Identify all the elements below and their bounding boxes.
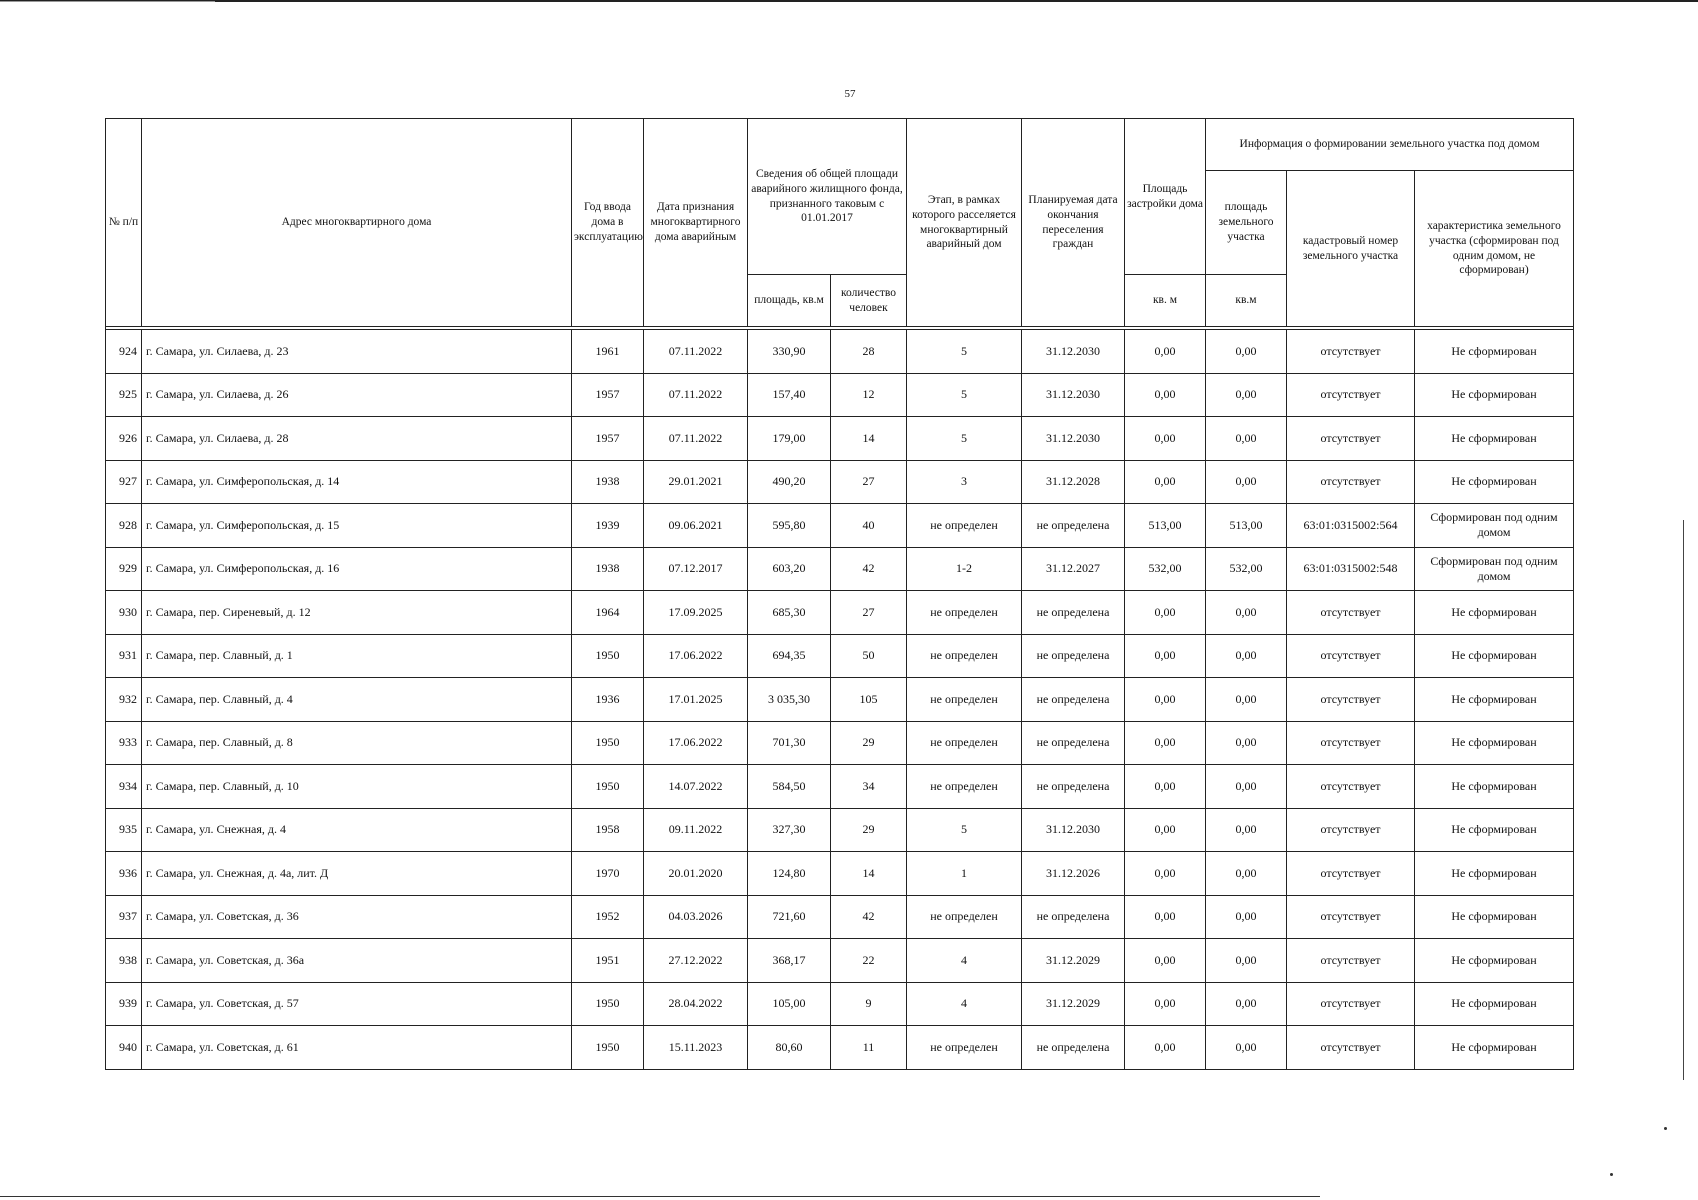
cell-building-area: 0,00 (1125, 373, 1206, 417)
cell-land-area: 0,00 (1206, 330, 1287, 374)
cell-land-status: Не сформирован (1415, 808, 1574, 852)
cell-area: 124,80 (748, 852, 831, 896)
cell-building-area: 532,00 (1125, 547, 1206, 591)
cell-land-status: Не сформирован (1415, 330, 1574, 374)
cell-address: г. Самара, ул. Снежная, д. 4 (142, 808, 572, 852)
cell-year: 1952 (572, 895, 644, 939)
cell-area: 3 035,30 (748, 678, 831, 722)
cell-land-status: Не сформирован (1415, 591, 1574, 635)
table-body (106, 330, 1574, 1070)
cell-building-area: 0,00 (1125, 852, 1206, 896)
cell-year: 1950 (572, 765, 644, 809)
table-row (106, 1026, 1574, 1070)
cell-building-area: 0,00 (1125, 721, 1206, 765)
cell-date-recognized: 07.11.2022 (644, 330, 748, 374)
scan-edge-bottom (0, 1196, 1320, 1197)
header-num: № п/п (106, 119, 142, 327)
header-planned-date: Планируемая дата окончания переселения граждан (1022, 119, 1125, 327)
cell-cadastral: отсутствует (1287, 982, 1415, 1026)
cell-year: 1964 (572, 591, 644, 635)
cell-year: 1950 (572, 721, 644, 765)
cell-planned-date: не определена (1022, 678, 1125, 722)
cell-land-status: Не сформирован (1415, 634, 1574, 678)
header-area-sqm: площадь, кв.м (748, 275, 831, 327)
cell-year: 1957 (572, 373, 644, 417)
cell-address: г. Самара, ул. Снежная, д. 4а, лит. Д (142, 852, 572, 896)
cell-people: 28 (831, 330, 907, 374)
cell-stage: не определен (907, 765, 1022, 809)
cell-num: 935 (106, 808, 142, 852)
table-row (106, 982, 1574, 1026)
cell-num: 940 (106, 1026, 142, 1070)
cell-address: г. Самара, пер. Славный, д. 4 (142, 678, 572, 722)
cell-cadastral: отсутствует (1287, 1026, 1415, 1070)
header-characteristic: характеристика земельного участка (сформирован под одним домом, не сформирован) (1415, 171, 1574, 327)
scan-edge-top-secondary (0, 1, 215, 2)
cell-address: г. Самара, ул. Советская, д. 36а (142, 939, 572, 983)
cell-planned-date: не определена (1022, 895, 1125, 939)
cell-date-recognized: 14.07.2022 (644, 765, 748, 809)
table-row (106, 678, 1574, 722)
cell-stage: 5 (907, 330, 1022, 374)
cell-address: г. Самара, ул. Симферопольская, д. 14 (142, 460, 572, 504)
cell-stage: не определен (907, 634, 1022, 678)
cell-land-status: Не сформирован (1415, 852, 1574, 896)
cell-cadastral: 63:01:0315002:564 (1287, 504, 1415, 548)
cell-area: 179,00 (748, 417, 831, 461)
cell-cadastral: отсутствует (1287, 373, 1415, 417)
cell-area: 701,30 (748, 721, 831, 765)
cell-address: г. Самара, пер. Славный, д. 8 (142, 721, 572, 765)
cell-people: 14 (831, 417, 907, 461)
cell-date-recognized: 15.11.2023 (644, 1026, 748, 1070)
cell-address: г. Самара, ул. Советская, д. 57 (142, 982, 572, 1026)
cell-land-area: 0,00 (1206, 417, 1287, 461)
cell-date-recognized: 17.09.2025 (644, 591, 748, 635)
cell-area: 603,20 (748, 547, 831, 591)
header-land-area: площадь земельного участка (1206, 171, 1287, 275)
cell-people: 27 (831, 591, 907, 635)
cell-people: 29 (831, 721, 907, 765)
cell-people: 11 (831, 1026, 907, 1070)
cell-building-area: 0,00 (1125, 417, 1206, 461)
cell-address: г. Самара, пер. Сиреневый, д. 12 (142, 591, 572, 635)
cell-area: 105,00 (748, 982, 831, 1026)
cell-people: 27 (831, 460, 907, 504)
cell-address: г. Самара, ул. Силаева, д. 23 (142, 330, 572, 374)
cell-cadastral: отсутствует (1287, 417, 1415, 461)
cell-building-area: 0,00 (1125, 982, 1206, 1026)
cell-area: 721,60 (748, 895, 831, 939)
cell-stage: 1 (907, 852, 1022, 896)
cell-land-status: Не сформирован (1415, 417, 1574, 461)
table-row (106, 373, 1574, 417)
cell-people: 34 (831, 765, 907, 809)
cell-building-area: 0,00 (1125, 591, 1206, 635)
page-number: 57 (844, 88, 856, 100)
table-row (106, 504, 1574, 548)
cell-stage: 1-2 (907, 547, 1022, 591)
cell-num: 936 (106, 852, 142, 896)
cell-building-area: 0,00 (1125, 895, 1206, 939)
cell-stage: не определен (907, 895, 1022, 939)
cell-cadastral: отсутствует (1287, 634, 1415, 678)
cell-address: г. Самара, ул. Советская, д. 61 (142, 1026, 572, 1070)
cell-address: г. Самара, ул. Силаева, д. 26 (142, 373, 572, 417)
cell-cadastral: отсутствует (1287, 678, 1415, 722)
cell-land-area: 0,00 (1206, 765, 1287, 809)
cell-land-area: 0,00 (1206, 373, 1287, 417)
cell-date-recognized: 07.11.2022 (644, 417, 748, 461)
cell-num: 932 (106, 678, 142, 722)
cell-date-recognized: 27.12.2022 (644, 939, 748, 983)
header-year: Год ввода дома в эксплуатацию (572, 119, 644, 327)
cell-date-recognized: 17.01.2025 (644, 678, 748, 722)
cell-stage: 4 (907, 982, 1022, 1026)
cell-date-recognized: 07.11.2022 (644, 373, 748, 417)
cell-building-area: 0,00 (1125, 634, 1206, 678)
cell-stage: не определен (907, 591, 1022, 635)
cell-cadastral: 63:01:0315002:548 (1287, 547, 1415, 591)
cell-date-recognized: 07.12.2017 (644, 547, 748, 591)
cell-building-area: 0,00 (1125, 460, 1206, 504)
cell-address: г. Самара, ул. Симферопольская, д. 16 (142, 547, 572, 591)
cell-land-area: 0,00 (1206, 591, 1287, 635)
cell-num: 925 (106, 373, 142, 417)
header-land-area-unit: кв.м (1206, 275, 1287, 327)
cell-cadastral: отсутствует (1287, 939, 1415, 983)
table-row (106, 547, 1574, 591)
cell-planned-date: 31.12.2026 (1022, 852, 1125, 896)
cell-people: 14 (831, 852, 907, 896)
cell-area: 490,20 (748, 460, 831, 504)
cell-address: г. Самара, пер. Славный, д. 10 (142, 765, 572, 809)
cell-year: 1961 (572, 330, 644, 374)
table-header (106, 119, 1574, 330)
header-address: Адрес многоквартирного дома (142, 119, 572, 327)
cell-building-area: 0,00 (1125, 330, 1206, 374)
cell-planned-date: 31.12.2028 (1022, 460, 1125, 504)
table-row (106, 634, 1574, 678)
scan-speck (1610, 1173, 1613, 1176)
cell-address: г. Самара, ул. Советская, д. 36 (142, 895, 572, 939)
cell-area: 694,35 (748, 634, 831, 678)
cell-stage: 4 (907, 939, 1022, 983)
cell-land-area: 0,00 (1206, 721, 1287, 765)
cell-area: 595,80 (748, 504, 831, 548)
cell-building-area: 0,00 (1125, 808, 1206, 852)
cell-num: 931 (106, 634, 142, 678)
cell-people: 9 (831, 982, 907, 1026)
cell-cadastral: отсутствует (1287, 721, 1415, 765)
cell-people: 105 (831, 678, 907, 722)
cell-num: 927 (106, 460, 142, 504)
cell-num: 929 (106, 547, 142, 591)
scan-edge-right (1683, 520, 1684, 1080)
cell-planned-date: 31.12.2030 (1022, 330, 1125, 374)
cell-land-area: 513,00 (1206, 504, 1287, 548)
header-building-area: Площадь застройки дома (1125, 119, 1206, 275)
cell-year: 1950 (572, 982, 644, 1026)
cell-planned-date: не определена (1022, 504, 1125, 548)
table-row (106, 808, 1574, 852)
cell-planned-date: 31.12.2029 (1022, 939, 1125, 983)
cell-land-status: Не сформирован (1415, 982, 1574, 1026)
cell-stage: 5 (907, 808, 1022, 852)
cell-planned-date: не определена (1022, 634, 1125, 678)
cell-area: 584,50 (748, 765, 831, 809)
cell-num: 938 (106, 939, 142, 983)
cell-address: г. Самара, пер. Славный, д. 1 (142, 634, 572, 678)
cell-building-area: 0,00 (1125, 678, 1206, 722)
cell-num: 933 (106, 721, 142, 765)
scan-edge-top (0, 0, 1698, 2)
cell-year: 1950 (572, 1026, 644, 1070)
cell-planned-date: не определена (1022, 591, 1125, 635)
cell-date-recognized: 09.11.2022 (644, 808, 748, 852)
cell-land-area: 0,00 (1206, 460, 1287, 504)
cell-year: 1957 (572, 417, 644, 461)
header-people-count: количество человек (831, 275, 907, 327)
cell-num: 934 (106, 765, 142, 809)
cell-num: 928 (106, 504, 142, 548)
cell-land-status: Не сформирован (1415, 721, 1574, 765)
cell-land-status: Не сформирован (1415, 895, 1574, 939)
table-row (106, 460, 1574, 504)
cell-stage: не определен (907, 1026, 1022, 1070)
table-row (106, 591, 1574, 635)
cell-area: 685,30 (748, 591, 831, 635)
table-row (106, 852, 1574, 896)
cell-year: 1936 (572, 678, 644, 722)
cell-building-area: 0,00 (1125, 765, 1206, 809)
cell-people: 29 (831, 808, 907, 852)
cell-cadastral: отсутствует (1287, 460, 1415, 504)
cell-building-area: 0,00 (1125, 1026, 1206, 1070)
cell-planned-date: 31.12.2027 (1022, 547, 1125, 591)
cell-people: 40 (831, 504, 907, 548)
cell-year: 1970 (572, 852, 644, 896)
cell-people: 42 (831, 895, 907, 939)
cell-land-status: Не сформирован (1415, 678, 1574, 722)
cell-people: 50 (831, 634, 907, 678)
cell-land-area: 0,00 (1206, 895, 1287, 939)
cell-land-area: 0,00 (1206, 982, 1287, 1026)
cell-date-recognized: 20.01.2020 (644, 852, 748, 896)
header-stage: Этап, в рамках которого расселяется многоквартирный аварийный дом (907, 119, 1022, 327)
cell-date-recognized: 09.06.2021 (644, 504, 748, 548)
cell-area: 368,17 (748, 939, 831, 983)
cell-year: 1951 (572, 939, 644, 983)
cell-date-recognized: 28.04.2022 (644, 982, 748, 1026)
cell-land-area: 0,00 (1206, 939, 1287, 983)
cell-year: 1958 (572, 808, 644, 852)
cell-stage: 3 (907, 460, 1022, 504)
cell-people: 42 (831, 547, 907, 591)
cell-stage: 5 (907, 373, 1022, 417)
cell-land-area: 0,00 (1206, 678, 1287, 722)
header-cadastral: кадастровый номер земельного участка (1287, 171, 1415, 327)
cell-num: 939 (106, 982, 142, 1026)
emergency-housing-table (105, 118, 1574, 1070)
cell-year: 1938 (572, 460, 644, 504)
table-row (106, 939, 1574, 983)
table-row (106, 330, 1574, 374)
cell-stage: не определен (907, 721, 1022, 765)
cell-land-area: 0,00 (1206, 808, 1287, 852)
cell-area: 327,30 (748, 808, 831, 852)
header-date-recognized: Дата признания многоквартирного дома аварийным (644, 119, 748, 327)
cell-land-area: 532,00 (1206, 547, 1287, 591)
cell-area: 80,60 (748, 1026, 831, 1070)
scan-speck (1664, 1127, 1667, 1130)
cell-num: 926 (106, 417, 142, 461)
cell-cadastral: отсутствует (1287, 591, 1415, 635)
cell-date-recognized: 17.06.2022 (644, 721, 748, 765)
table-row (106, 765, 1574, 809)
cell-cadastral: отсутствует (1287, 895, 1415, 939)
cell-land-status: Сформирован под одним домом (1415, 547, 1574, 591)
cell-planned-date: не определена (1022, 721, 1125, 765)
cell-planned-date: не определена (1022, 1026, 1125, 1070)
cell-cadastral: отсутствует (1287, 330, 1415, 374)
cell-building-area: 513,00 (1125, 504, 1206, 548)
cell-planned-date: 31.12.2029 (1022, 982, 1125, 1026)
cell-area: 330,90 (748, 330, 831, 374)
cell-date-recognized: 17.06.2022 (644, 634, 748, 678)
cell-building-area: 0,00 (1125, 939, 1206, 983)
cell-people: 12 (831, 373, 907, 417)
cell-stage: не определен (907, 504, 1022, 548)
cell-land-status: Не сформирован (1415, 765, 1574, 809)
cell-area: 157,40 (748, 373, 831, 417)
cell-num: 937 (106, 895, 142, 939)
cell-year: 1939 (572, 504, 644, 548)
header-area-info: Сведения об общей площади аварийного жилищного фонда, признанного таковым с 01.01.2017 (748, 119, 907, 275)
cell-year: 1938 (572, 547, 644, 591)
cell-cadastral: отсутствует (1287, 765, 1415, 809)
table-row (106, 895, 1574, 939)
header-building-area-unit: кв. м (1125, 275, 1206, 327)
cell-num: 924 (106, 330, 142, 374)
cell-cadastral: отсутствует (1287, 852, 1415, 896)
cell-address: г. Самара, ул. Силаева, д. 28 (142, 417, 572, 461)
cell-planned-date: не определена (1022, 765, 1125, 809)
cell-stage: не определен (907, 678, 1022, 722)
table-row (106, 721, 1574, 765)
cell-land-area: 0,00 (1206, 852, 1287, 896)
header-land-info: Информация о формировании земельного участка под домом (1206, 119, 1574, 171)
cell-planned-date: 31.12.2030 (1022, 808, 1125, 852)
cell-address: г. Самара, ул. Симферопольская, д. 15 (142, 504, 572, 548)
cell-people: 22 (831, 939, 907, 983)
cell-date-recognized: 04.03.2026 (644, 895, 748, 939)
cell-land-status: Сформирован под одним домом (1415, 504, 1574, 548)
cell-num: 930 (106, 591, 142, 635)
cell-planned-date: 31.12.2030 (1022, 417, 1125, 461)
cell-planned-date: 31.12.2030 (1022, 373, 1125, 417)
cell-land-status: Не сформирован (1415, 373, 1574, 417)
cell-stage: 5 (907, 417, 1022, 461)
cell-land-area: 0,00 (1206, 634, 1287, 678)
cell-date-recognized: 29.01.2021 (644, 460, 748, 504)
cell-land-status: Не сформирован (1415, 460, 1574, 504)
cell-year: 1950 (572, 634, 644, 678)
cell-land-status: Не сформирован (1415, 1026, 1574, 1070)
cell-land-area: 0,00 (1206, 1026, 1287, 1070)
cell-land-status: Не сформирован (1415, 939, 1574, 983)
cell-cadastral: отсутствует (1287, 808, 1415, 852)
table-row (106, 417, 1574, 461)
